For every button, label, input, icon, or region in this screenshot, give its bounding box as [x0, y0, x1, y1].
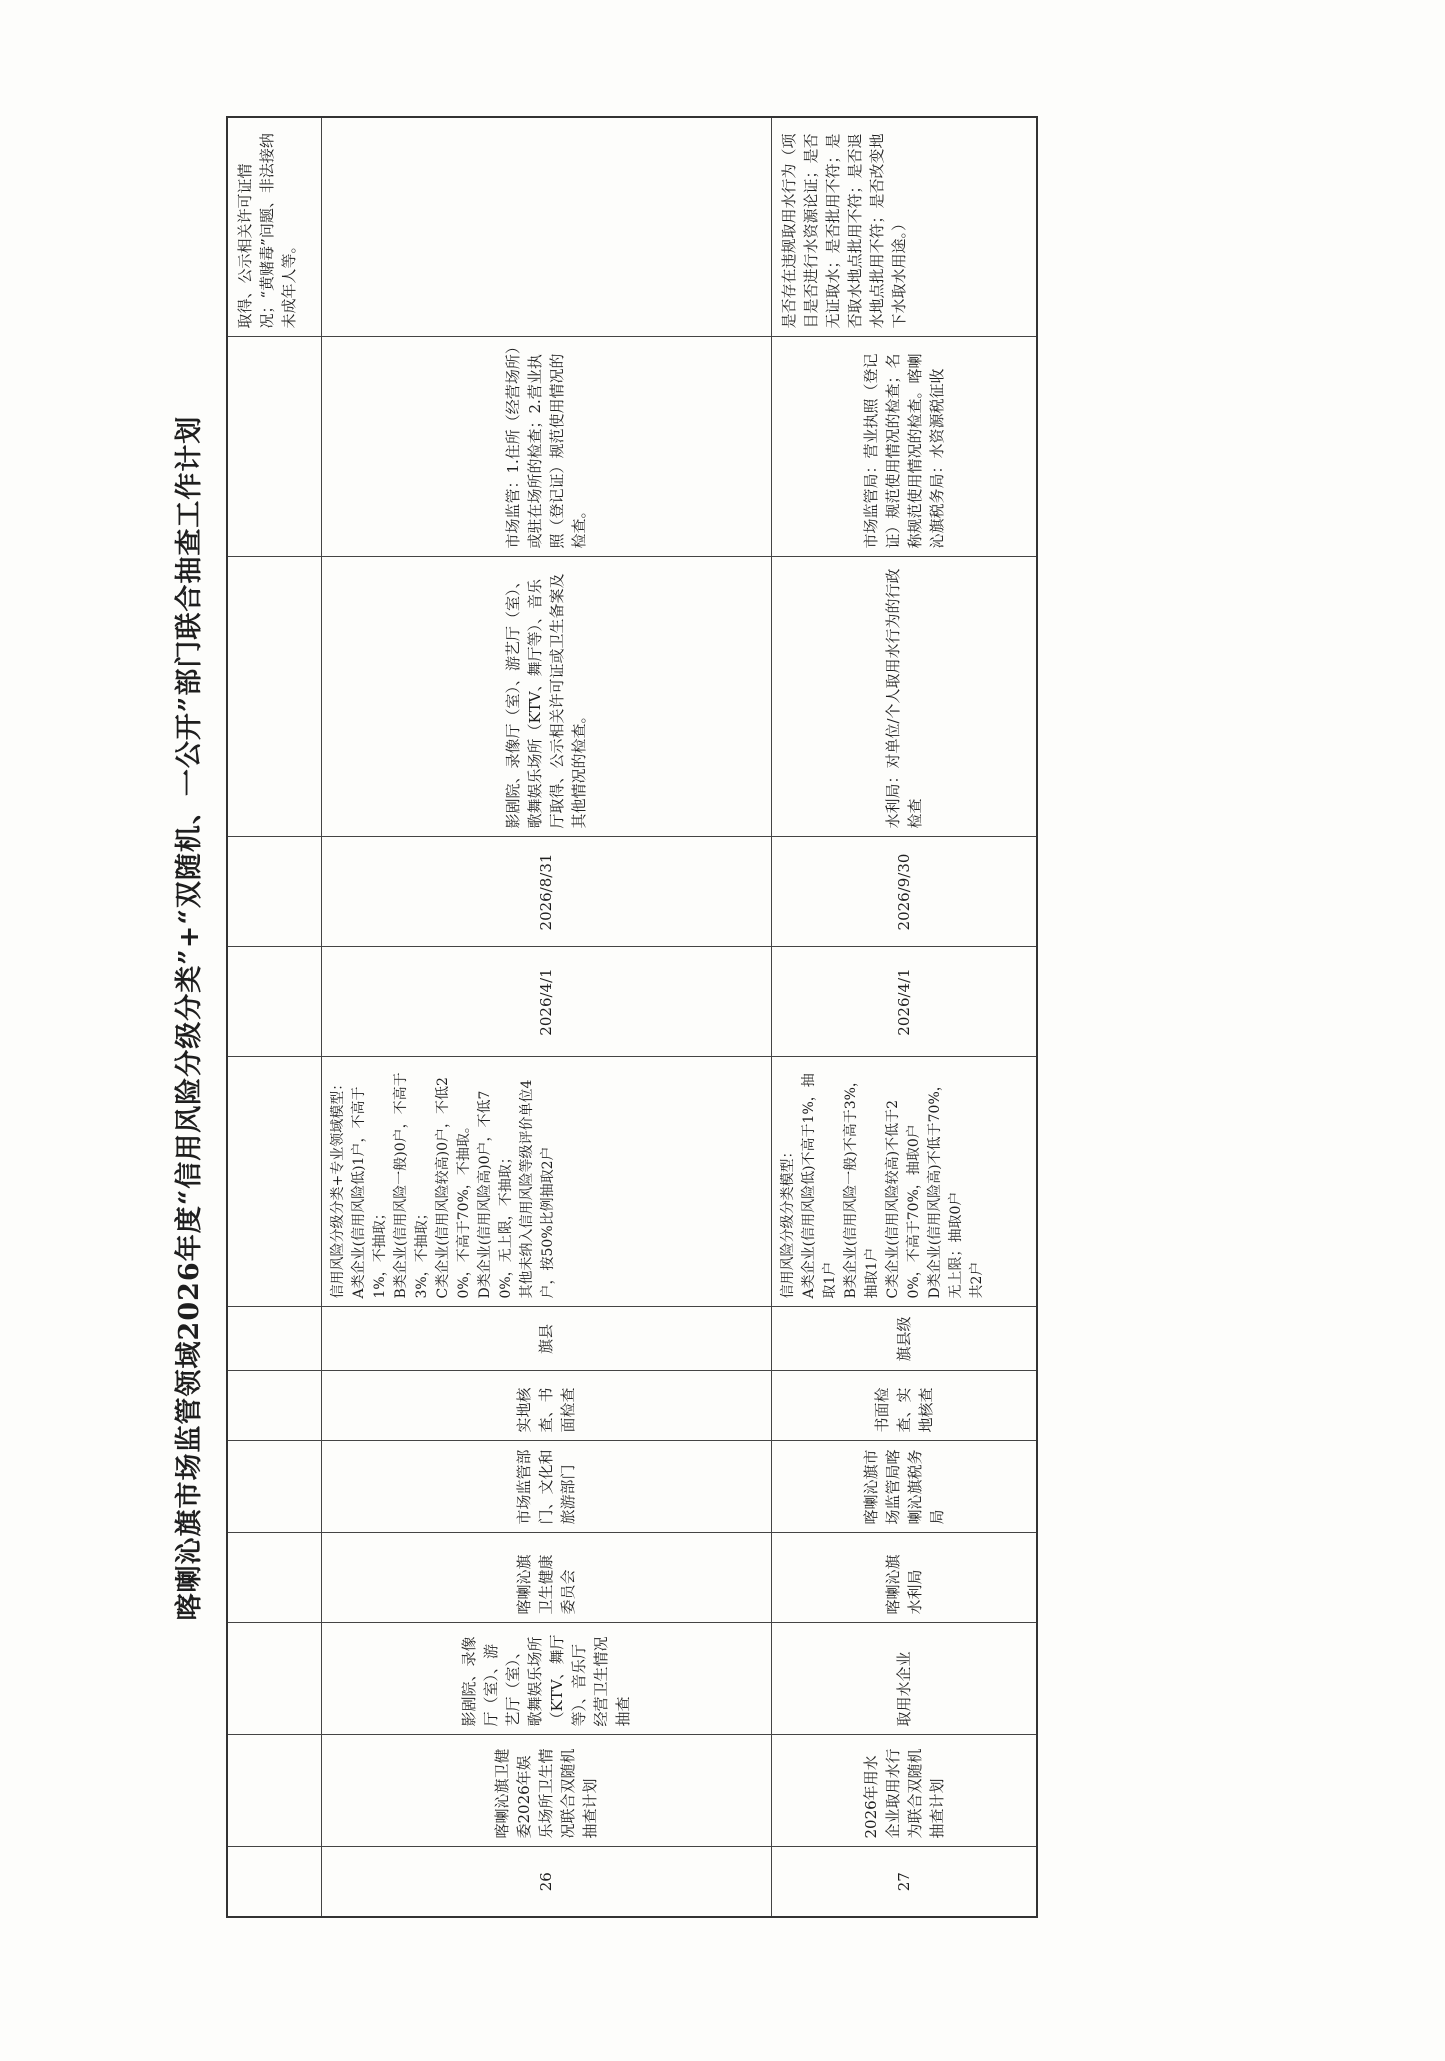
inspection-items: 水利局：对单位/个人取用水行为的行政检查 [771, 557, 1037, 837]
inspection-object: 取用水企业 [771, 1623, 1037, 1735]
risk-line: B类企业(信用风险一般)0户，不高于3%，不抽取； [392, 1072, 430, 1299]
risk-line: C类企业(信用风险较高)不低于20%，不高于70%，抽取0户 [884, 1099, 922, 1299]
initiating-department [227, 1533, 321, 1623]
inspection-method: 书面检查、实地核查 [771, 1371, 1037, 1441]
inspection-object: 影剧院、录像厅（室）、游艺厅（室）、歌舞娱乐场所（KTV、舞厅等）、音乐厅经营卫生情况抽查 [321, 1623, 771, 1735]
partner-departments: 市场监管部门、文化和旅游部门 [321, 1441, 771, 1533]
partner-departments [227, 1441, 321, 1533]
risk-line: 信用风险分级分类+专业领域模型： [329, 1076, 346, 1299]
table-row [771, 117, 1037, 1917]
inspection-content: 取得、公示相关许可证情况；“黄赌毒”问题、非法接纳未成年人等。 [227, 117, 321, 337]
risk-line: C类企业(信用风险较高)0户，不低20%，不高于70%，不抽取。 [434, 1077, 472, 1299]
risk-classification [227, 1057, 321, 1307]
risk-line: 其他未纳入信用风险等级评价单位4户，按50%比例抽取2户 [518, 1079, 556, 1299]
inspection-method [227, 1371, 321, 1441]
division-of-work: 市场监管局：营业执照（登记证）规范使用情况的检查；名称规范使用情况的检查。喀喇沁旗税务局：水资源税征收 [771, 337, 1037, 557]
inspection-content: 是否存在违规取用水行为（项目是否进行水资源论证；是否无证取水；是否批用不符；是否取水地点批用不符；是否退水地点批用不符；是否改变地下水取水用途。） [771, 117, 1037, 337]
end-date: 2026/8/31 [321, 837, 771, 947]
partner-departments: 喀喇沁旗市场监管局喀喇沁旗税务局 [771, 1441, 1037, 1533]
row-number [227, 1847, 321, 1917]
start-date [227, 947, 321, 1057]
plan-name: 2026年用水企业取用水行为联合双随机抽查计划 [771, 1735, 1037, 1847]
start-date: 2026/4/1 [771, 947, 1037, 1057]
risk-classification [771, 1057, 1037, 1307]
inspection-items [227, 557, 321, 837]
rotated-page [146, 118, 1036, 1918]
inspection-object [227, 1623, 321, 1735]
risk-line: A类企业(信用风险低)1户，不高于1%，不抽取； [350, 1086, 388, 1299]
plan-table [226, 116, 1038, 1918]
plan-name [227, 1735, 321, 1847]
risk-line: B类企业(信用风险一般)不高于3%，抽取1户 [842, 1073, 880, 1299]
inspection-level [227, 1307, 321, 1371]
row-number: 26 [321, 1847, 771, 1917]
initiating-department: 喀喇沁旗水利局 [771, 1533, 1037, 1623]
row-number: 27 [771, 1847, 1037, 1917]
table-row [321, 117, 771, 1917]
start-date: 2026/4/1 [321, 947, 771, 1057]
table-row [227, 117, 321, 1917]
risk-line: 信用风险分级分类模型： [779, 1144, 796, 1299]
division-of-work: 市场监管：1.住所（经营场所）或驻在场所的检查；2.营业执照（登记证）规范使用情况的检查。 [321, 337, 771, 557]
inspection-level: 旗县级 [771, 1307, 1037, 1371]
initiating-department: 喀喇沁旗卫生健康委员会 [321, 1533, 771, 1623]
risk-line: D类企业(信用风险高)不低于70%，无上限；抽取0户 [926, 1077, 964, 1299]
risk-line: D类企业(信用风险高)0户，不低70%，无上限，不抽取； [476, 1090, 514, 1299]
end-date [227, 837, 321, 947]
inspection-content [321, 117, 771, 337]
risk-line: 共2户 [968, 1261, 985, 1299]
end-date: 2026/9/30 [771, 837, 1037, 947]
inspection-items: 影剧院、录像厅（室）、游艺厅（室）、歌舞娱乐场所（KTV、舞厅等）、音乐厅取得、公示相关许可证或卫生备案及其他情况的检查。 [321, 557, 771, 837]
risk-line: A类企业(信用风险低)不高于1%，抽取1户 [800, 1073, 838, 1299]
risk-classification [321, 1057, 771, 1307]
inspection-method: 实地核查、书面检查 [321, 1371, 771, 1441]
document-title: 喀喇沁旗市场监管领域2026年度“信用风险分级分类”+“双随机、一公开”部门联合抽查工作计划 [173, 415, 205, 1621]
plan-name: 喀喇沁旗卫健委2026年娱乐场所卫生情况联合双随机抽查计划 [321, 1735, 771, 1847]
inspection-level: 旗县 [321, 1307, 771, 1371]
division-of-work [227, 337, 321, 557]
